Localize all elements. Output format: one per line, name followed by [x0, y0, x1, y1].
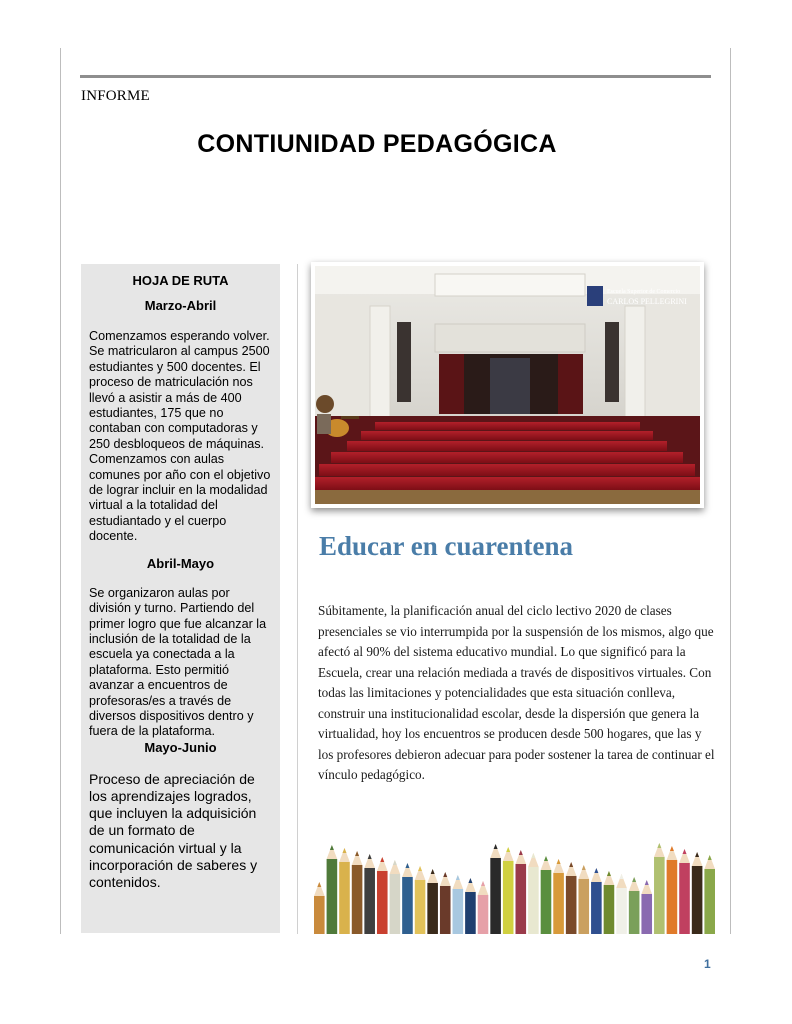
article-body: Súbitamente, la planificación anual del ciclo lectivo 2020 de clases presenciales se vio interrumpida por la suspensión de los mismos, algo que afectó al 90% del sistema educativo mundial. Lo que significó para la Escuela, crear una relación mediada a través de dispositivos virtuales. Con todas las limitaciones y potencialidades que esta situación conlleva, construir una institucionalidad escolar, desde la dispersión que genera la virtualidad, hoy los encuentros se producen desde 500 hogares, que las y los profesores debieron adecuar para poder sostener la tarea de continuar el vínculo pedagógico. — [318, 603, 715, 782]
pencil — [453, 889, 464, 934]
pencil — [478, 895, 489, 934]
pencil-lead — [582, 865, 586, 870]
pencil-lead — [368, 854, 372, 859]
section-heading-marzo-abril: Marzo-Abril — [144, 298, 217, 313]
pencil — [553, 873, 564, 934]
pencil-lead — [431, 869, 435, 874]
pencil — [692, 866, 703, 934]
pencil-lead — [418, 866, 422, 871]
pencil-lead — [405, 863, 409, 868]
article-heading: Educar en cuarentena — [319, 531, 574, 561]
section-text-mayo-junio: Proceso de apreciación de los aprendizajes logrados, que incluyen la adquisición de un formato de comunicación virtual y la incorporación de saberes y contenidos. — [89, 770, 258, 890]
pencil — [390, 874, 401, 934]
pencil-lead — [380, 857, 384, 862]
pencil-lead — [330, 845, 334, 850]
pencil — [364, 868, 375, 934]
pencil — [591, 882, 602, 934]
pencil-lead — [342, 848, 346, 853]
photo-logo-line2: CARLOS PELLEGRINI — [607, 297, 687, 306]
pencil — [503, 861, 514, 934]
pencil-lead — [317, 882, 321, 887]
pencil — [352, 865, 363, 934]
pencil — [616, 888, 627, 934]
pencil-lead — [393, 860, 397, 865]
pencil-lead — [632, 877, 636, 882]
pencil — [516, 864, 527, 934]
photo-logo-line1: Escuela Superior de Comercio — [607, 289, 681, 295]
pencil-lead — [708, 855, 712, 860]
section-heading-abril-mayo: Abril-Mayo — [146, 555, 215, 571]
report-kicker: INFORME — [81, 88, 150, 104]
auditorium-photo — [311, 262, 704, 508]
pencil-lead — [468, 878, 472, 883]
colored-pencils-illustration — [313, 838, 716, 934]
pencil — [528, 867, 539, 934]
roadmap-sidebar — [81, 264, 280, 933]
pencil — [679, 863, 690, 934]
pencil-lead — [544, 856, 548, 861]
pencil — [604, 885, 615, 934]
pencil — [629, 891, 640, 934]
page-number: 1 — [704, 957, 711, 971]
pencil — [704, 869, 715, 934]
pencil — [566, 876, 577, 934]
header-rule — [80, 75, 711, 78]
pencil — [427, 883, 438, 934]
pencil — [327, 859, 338, 934]
pencil — [654, 857, 665, 934]
page-title: CONTIUNIDAD PEDAGÓGICA — [197, 130, 557, 158]
auditorium-illustration — [315, 266, 700, 504]
pencil-lead — [531, 853, 535, 858]
pencil — [314, 896, 325, 934]
pencil-lead — [594, 868, 598, 873]
pencil — [667, 860, 678, 934]
pencil — [339, 862, 350, 934]
pencil — [440, 886, 451, 934]
pencil — [578, 879, 589, 934]
pencil — [415, 880, 426, 934]
section-text-abril-mayo: Se organizaron aulas por división y turno. Partiendo del primer logro que fue alcanzar la inclusión de la totalidad de la escuela ya conectada a la plataforma. Esto permitió avanzar a encuentros de profesoras/es a través de diversos dispositivos dentro y fuera de la plataforma. — [89, 585, 267, 739]
pencil-lead — [456, 875, 460, 880]
pencil-lead — [620, 874, 624, 879]
pencil-lead — [645, 880, 649, 885]
pencil-lead — [355, 851, 359, 856]
pencil-lead — [506, 847, 510, 852]
pencil-lead — [443, 872, 447, 877]
column-divider — [297, 264, 298, 934]
pencil-lead — [607, 871, 611, 876]
section-text-marzo-abril: Comenzamos esperando volver. Se matricularon al campus 2500 estudiantes y 500 docentes. El proceso de matriculación nos llevó a asistir a más de 400 estudiantes, 175 que no contaban con computadoras y 250 desbloqueos de máquinas. Comenzamos con aulas comunes por año con el objetivo de lograr incluir en la modalidad virtual a la totalidad del estudiantado y el cuerpo docente. — [89, 329, 271, 544]
section-heading-mayo-junio: Mayo-Junio — [144, 739, 217, 755]
page-border-left — [60, 48, 61, 934]
pencil — [490, 858, 501, 934]
pencil — [402, 877, 413, 934]
pencil — [641, 894, 652, 934]
pencil-lead — [695, 852, 699, 857]
seat-rows — [315, 422, 700, 490]
school-crest-logo — [587, 286, 603, 306]
pencil-lead — [670, 846, 674, 851]
pencil — [541, 870, 552, 934]
sidebar-title: HOJA DE RUTA — [132, 273, 229, 288]
page-border-right — [730, 48, 731, 934]
pencil-lead — [494, 844, 498, 849]
pencil-lead — [557, 859, 561, 864]
pencil-lead — [657, 843, 661, 848]
pencil — [465, 892, 476, 934]
pencil-lead — [519, 850, 523, 855]
pencil-lead — [481, 881, 485, 886]
pencil-lead — [569, 862, 573, 867]
pencil — [377, 871, 388, 934]
pencil-lead — [683, 849, 687, 854]
